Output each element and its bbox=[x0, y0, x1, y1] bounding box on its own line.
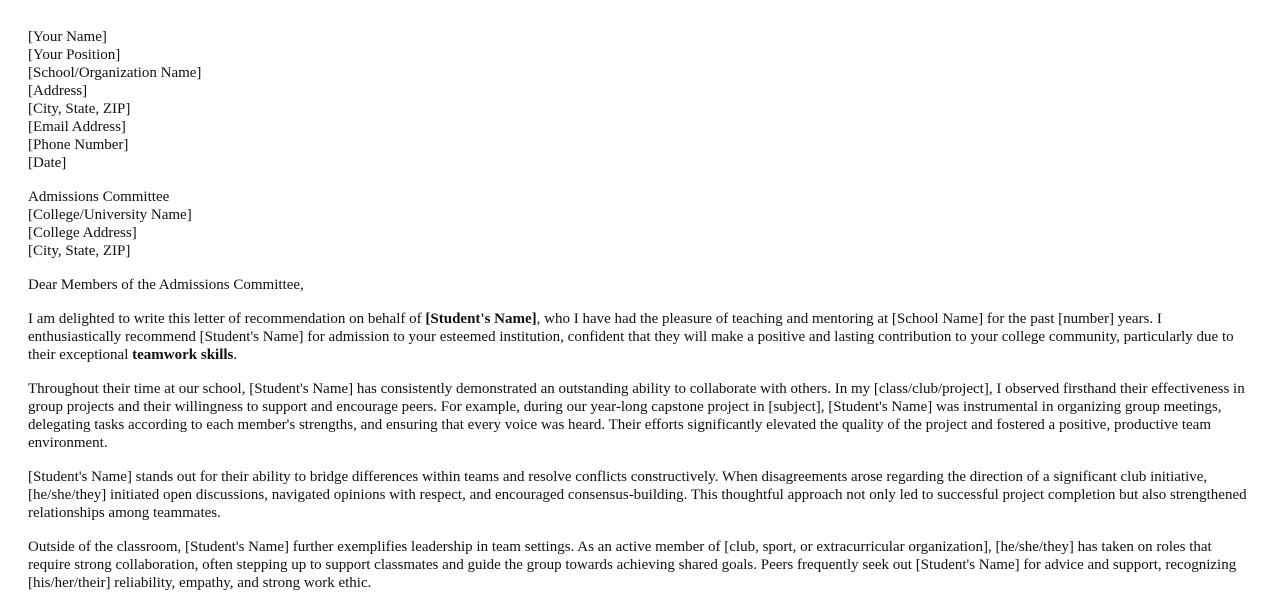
sender-name: [Your Name] bbox=[28, 29, 107, 45]
recipient-committee: Admissions Committee bbox=[28, 189, 170, 205]
teamwork-skills-emphasis: teamwork skills bbox=[132, 347, 234, 363]
sender-position: [Your Position] bbox=[28, 47, 121, 63]
sender-organization: [School/Organization Name] bbox=[28, 65, 202, 81]
letter-date: [Date] bbox=[28, 155, 67, 171]
recipient-institution: [College/University Name] bbox=[28, 207, 192, 223]
sender-email: [Email Address] bbox=[28, 119, 126, 135]
student-name-emphasis: [Student's Name] bbox=[425, 311, 537, 327]
paragraph-introduction bbox=[28, 310, 1250, 364]
letter-page bbox=[28, 28, 1250, 608]
intro-text-end: . bbox=[233, 347, 238, 363]
recipient-address: [College Address] bbox=[28, 225, 137, 241]
sender-address: [Address] bbox=[28, 83, 88, 99]
recipient-city-state-zip: [City, State, ZIP] bbox=[28, 243, 131, 259]
paragraph-conflict-resolution: [Student's Name] stands out for their ability to bridge differences within teams and resolve conflicts constructively. When disagreements arose regarding the direction of a significant club initiative, [he/she/they] initiated open discussions, navigated opinions with respect, and encouraged consensus-building. This thoughtful approach not only led to successful project completion but also strengthened relationships among teammates. bbox=[28, 469, 1247, 521]
paragraph-leadership: Outside of the classroom, [Student's Name] further exemplifies leadership in team settings. As an active member of [club, sport, or extracurricular organization], [he/she/they] has taken on roles that require strong collaboration, often stepping up to support classmates and guide the group towards achieving shared goals. Peers frequently seek out [Student's Name] for advice and support, recognizing [his/her/their] reliability, empathy, and strong work ethic. bbox=[28, 539, 1237, 591]
paragraph-collaboration: Throughout their time at our school, [Student's Name] has consistently demonstrated an outstanding ability to collaborate with others. In my [class/club/project], I observed firsthand their effectiveness in group projects and their willingness to support and encourage peers. For example, during our year-long capstone project in [subject], [Student's Name] was instrumental in organizing group meetings, delegating tasks according to each member's strengths, and ensuring that every voice was heard. Their efforts significantly elevated the quality of the project and fostered a positive, productive team environment. bbox=[28, 381, 1245, 451]
recipient-block bbox=[28, 188, 1250, 260]
sender-phone: [Phone Number] bbox=[28, 137, 129, 153]
intro-text-start: I am delighted to write this letter of recommendation on behalf of bbox=[28, 311, 426, 327]
sender-block bbox=[28, 28, 1250, 172]
sender-city-state-zip: [City, State, ZIP] bbox=[28, 101, 131, 117]
intro-text-middle: , who I have had the pleasure of teaching and mentoring at [School Name] for the past [number] years. I enthusiastically recommend [Student's Name] for admission to your esteemed institution, confident that they will make a positive and lasting contribution to your college community, particularly due to their exceptional bbox=[28, 311, 1234, 363]
salutation: Dear Members of the Admissions Committee, bbox=[28, 277, 304, 293]
